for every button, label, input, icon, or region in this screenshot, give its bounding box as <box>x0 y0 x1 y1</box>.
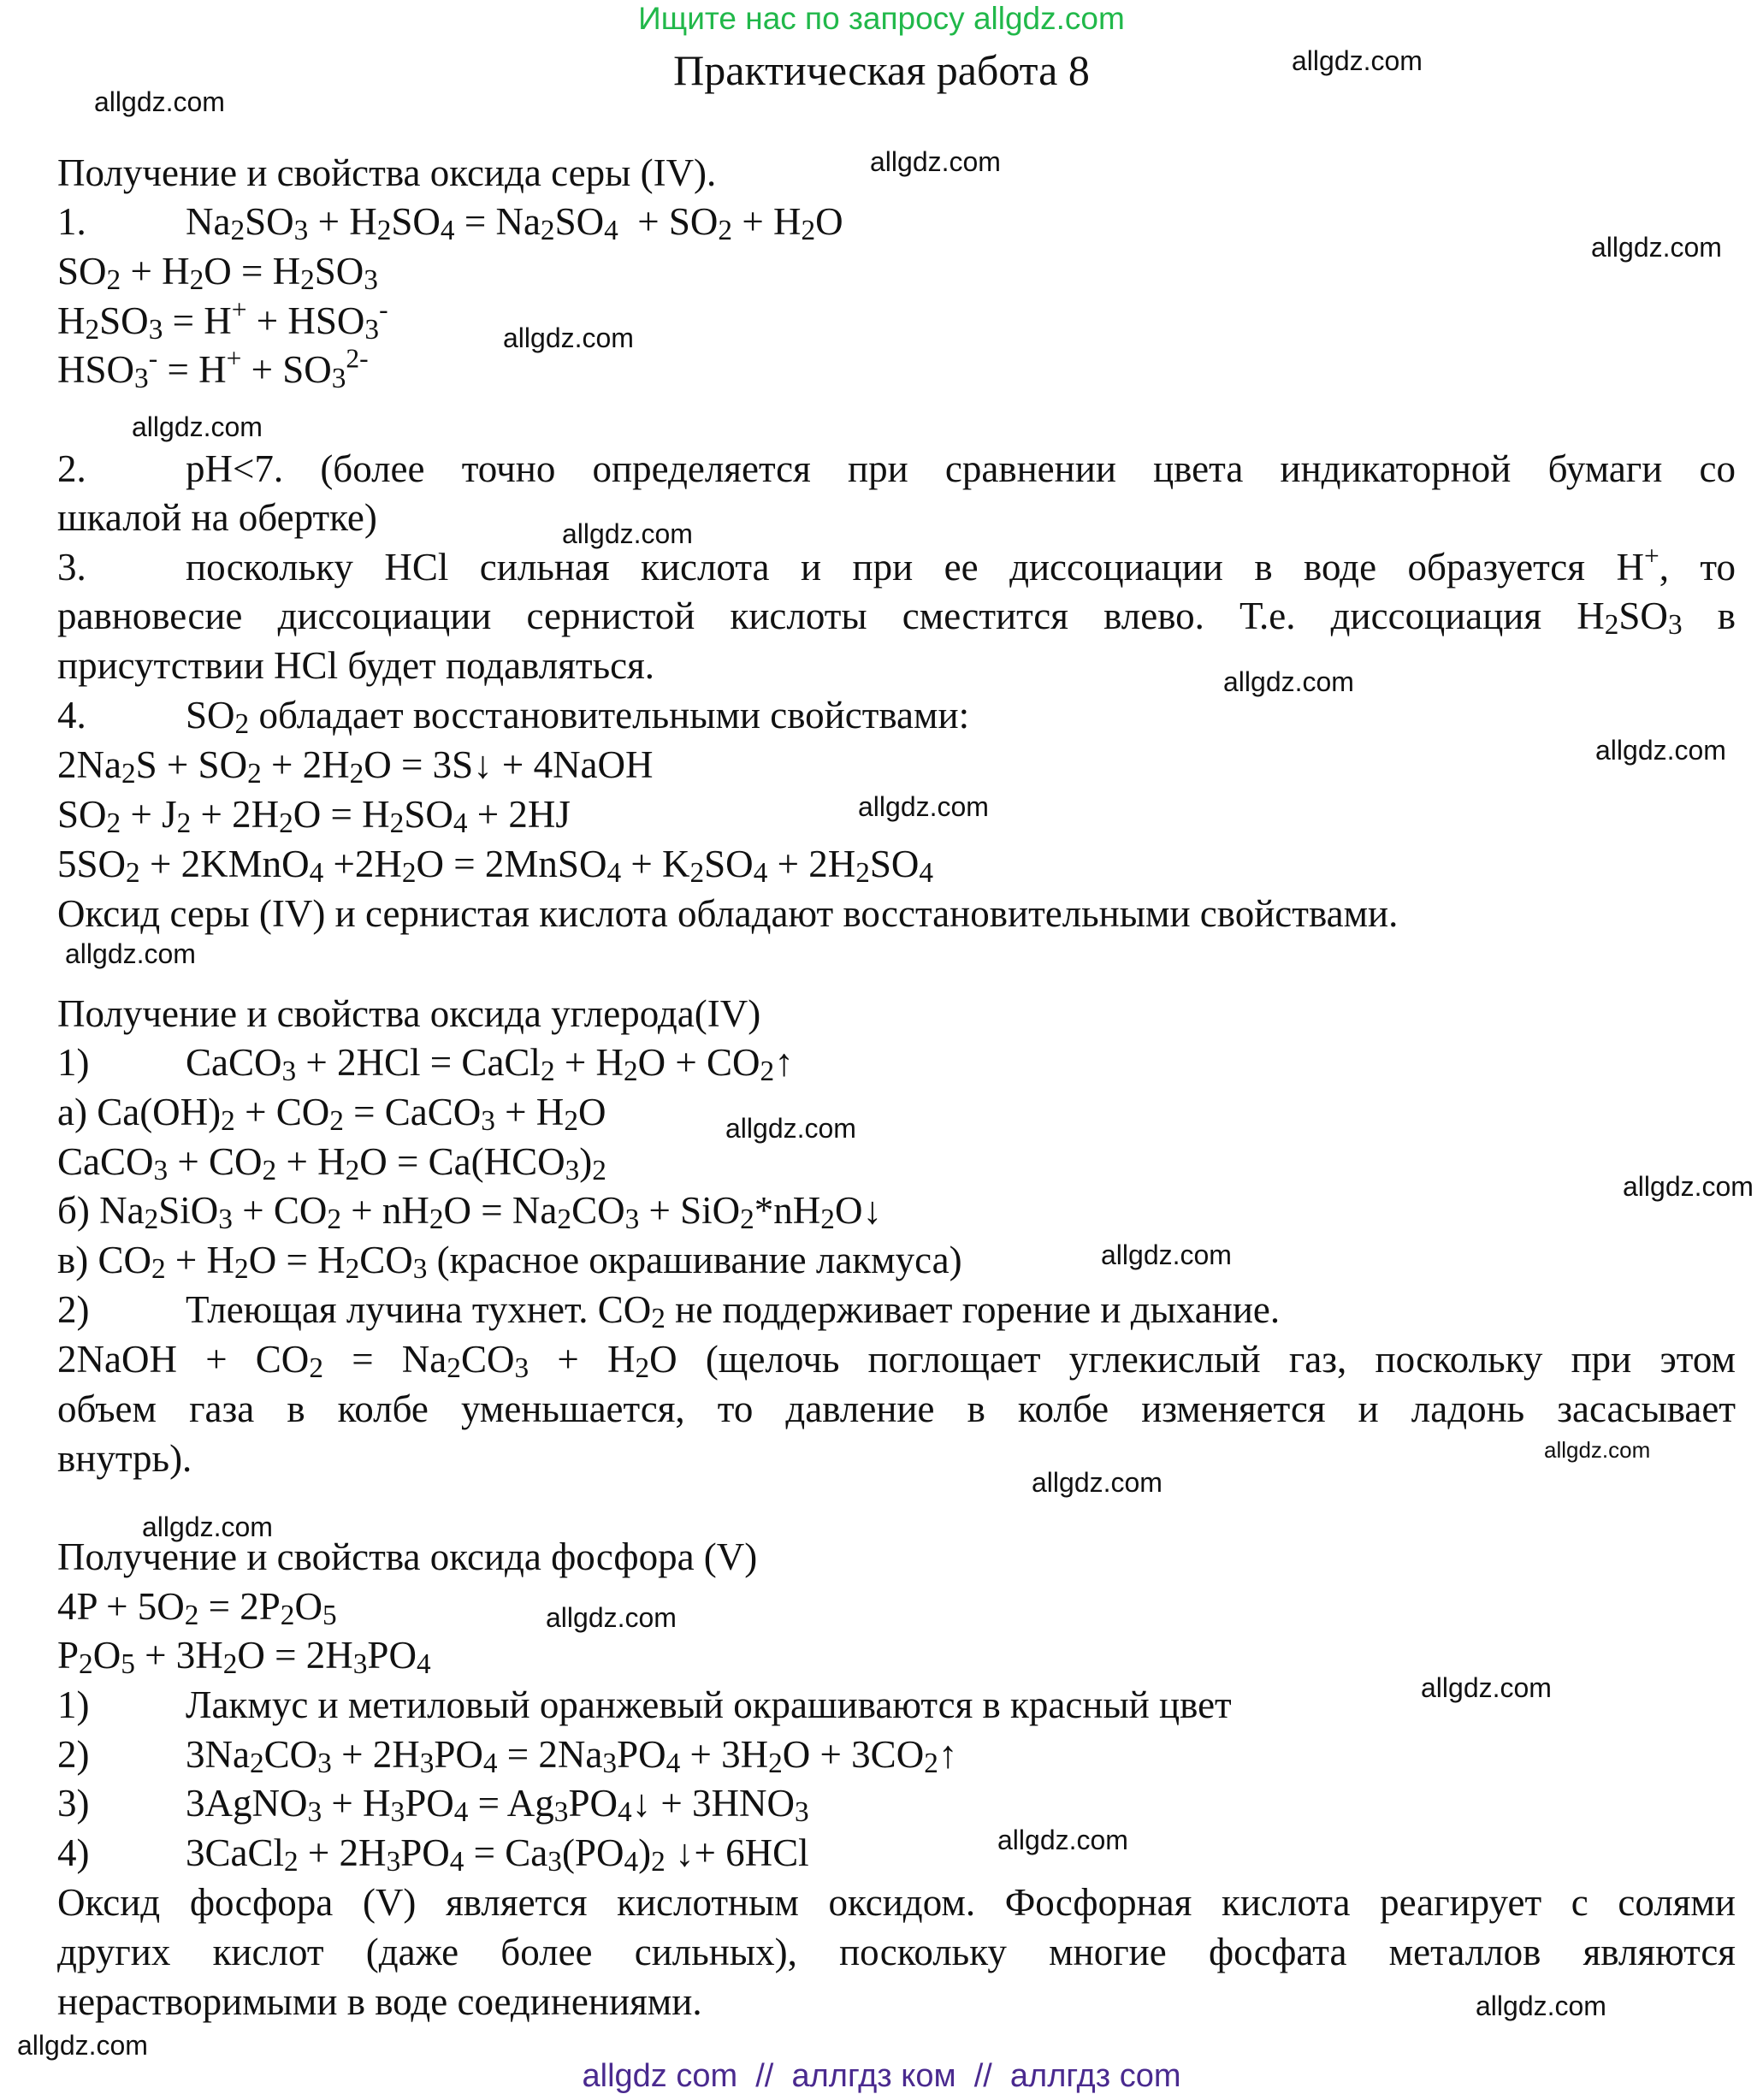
paragraph: равновесие диссоциации сернистой кислоты сместится влево. Т.е. диссоциация $H_2SO_3$ в <box>57 595 1736 641</box>
item-number: 4) <box>57 1831 90 1874</box>
item-number: 4. <box>57 694 86 736</box>
watermark: allgdz.com <box>65 938 196 969</box>
paragraph: других кислот (даже более сильных), поскольку многие фосфата металлов являются <box>57 1931 1736 1973</box>
item-number: 2) <box>57 1288 90 1331</box>
equation-line: $H_2SO_3 = H^+ + HSO_3^-$ <box>57 294 388 346</box>
equation-line: $5SO_2$ + 2KMnO$_4$ $+2H_2O$ = 2MnSO$_4$ + $K_2SO_4 + 2H_2SO_4$ <box>57 843 934 889</box>
footer-links[interactable]: allgdz com // аллгдз ком // аллгдз com <box>582 2058 1181 2094</box>
item-number: 3) <box>57 1782 90 1825</box>
equation-line: 2) $3Na_2CO_3 + 2H_3PO_4 = 2Na_3PO_4 + 3H_2O$ + $3CO_2↑$ <box>57 1733 958 1779</box>
paragraph: нерастворимыми в воде соединениями. <box>57 1980 702 2023</box>
section-title-carbon: Получение и свойства оксида углерода(IV) <box>57 992 761 1035</box>
watermark: allgdz.com <box>1101 1239 1232 1270</box>
equation-line: 1) CaCO$_3$ + 2HCl = CaCl$_2$ + $H_2O$ + $CO_2↑$ <box>57 1038 1736 1086</box>
watermark: allgdz.com <box>1591 232 1722 263</box>
promo-banner[interactable]: Ищите нас по запросу allgdz.com <box>638 1 1125 36</box>
paragraph: 4. $SO_2$ обладает восстановительными свойствами: <box>57 691 1736 739</box>
item-number: 2. <box>57 447 86 490</box>
list-item: 1) Лакмус и метиловый оранжевый окрашиваются в красный цвет <box>57 1683 1232 1726</box>
watermark: allgdz.com <box>725 1113 856 1144</box>
paragraph: шкалой на обертке) <box>57 496 377 539</box>
watermark: allgdz.com <box>94 86 225 117</box>
paragraph: внутрь). <box>57 1437 192 1480</box>
watermark: allgdz.com <box>132 411 263 442</box>
watermark: allgdz.com <box>858 791 989 822</box>
watermark: allgdz.com <box>562 518 693 549</box>
watermark: allgdz.com <box>1032 1467 1163 1498</box>
paragraph: 2NaOH + $CO_2 = Na_2CO_3 + H_2O$ (щелочь поглощает углекислый газ, поскольку при этом <box>57 1338 1736 1384</box>
watermark: allgdz.com <box>1223 666 1354 697</box>
watermark: allgdz.com <box>17 2030 148 2061</box>
watermark: allgdz.com <box>1476 1991 1606 2021</box>
section-title-sulfur: Получение и свойства оксида серы (IV). <box>57 151 717 194</box>
watermark: allgdz.com <box>870 146 1001 177</box>
equation-line: 4) 3CaCl$_2$ + $2H_3PO_4 = Ca_3(PO_4)_2$ ↓+ 6HCl <box>57 1829 1736 1877</box>
equation-line: а) $Ca(OH)_2 + CO_2$ = CaCO$_3$ + $H_2O$ <box>57 1091 606 1137</box>
equation-line: CaCO$_3$ + $CO_2 + H_2O = Ca(HCO_3)_2$ <box>57 1140 606 1186</box>
watermark: allgdz.com <box>546 1602 677 1633</box>
paragraph: присутствии HCl будет подавляться. <box>57 644 655 687</box>
section-title-phosphorus: Получение и свойства оксида фосфора (V) <box>57 1535 758 1578</box>
equation-line: $2Na_2S + SO_2 + 2H_2O$ = 3S↓ + 4NaOH <box>57 743 654 790</box>
paragraph: Оксид фосфора (V) является кислотным оксидом. Фосфорная кислота реагирует с солями <box>57 1881 1736 1924</box>
watermark: allgdz.com <box>142 1511 273 1542</box>
equation-line: $4P + 5O_2 = 2P_2O_5$ <box>57 1585 337 1631</box>
equation-line: $SO_2 + J_2 + 2H_2O = H_2SO_4 + 2HJ$ <box>57 793 571 839</box>
paragraph: 2. pH<7. (более точно определяется при сравнении цвета индикаторной бумаги со <box>57 445 1736 493</box>
equation-line: $SO_2 + H_2O = H_2SO_3$ <box>57 250 378 296</box>
equation-line: б) $Na_2SiO_3 + CO_2 + nH_2O = Na_2CO_3$ + $SiO_2*nH_2O↓$ <box>57 1189 882 1235</box>
item-number: 1) <box>57 1041 90 1084</box>
equation-line: в) $CO_2 + H_2O = H_2CO_3$ (красное окрашивание лакмуса) <box>57 1239 962 1285</box>
paragraph: 2) Тлеющая лучина тухнет. $CO_2$ не поддерживает горение и дыхание. <box>57 1286 1736 1334</box>
paragraph: 3. поскольку HCl сильная кислота и при ее диссоциации в воде образуется H+, то <box>57 543 1736 591</box>
equation-line: $HSO_3^- = H^+ + SO_3^{2-}$ <box>57 343 369 394</box>
watermark: allgdz.com <box>1292 45 1423 76</box>
equation-line: $P_2O_5 + 3H_2O = 2H_3PO_4$ <box>57 1634 431 1680</box>
watermark: allgdz.com <box>1421 1672 1552 1703</box>
watermark: allgdz.com <box>997 1825 1128 1855</box>
equation-line: 3) 3AgNO$_3$ + $H_3PO_4$ = $Ag_3PO_4↓ + 3HNO_3$ <box>57 1779 1736 1827</box>
watermark: allgdz.com <box>1595 735 1726 766</box>
item-number: 3. <box>57 546 86 589</box>
watermark: allgdz.com <box>1623 1171 1754 1202</box>
conclusion-sulfur: Оксид серы (IV) и сернистая кислота обладают восстановительными свойствами. <box>57 892 1399 935</box>
item-number: 1. <box>57 200 86 243</box>
page-title: Практическая работа 8 <box>673 46 1090 94</box>
equation-line: 1. $Na_2SO_3 + H_2SO_4 = Na_2SO_4 + SO_2 + H_2O$ <box>57 198 1736 245</box>
watermark: allgdz.com <box>503 322 634 353</box>
phosphorus-p1: Лакмус и метиловый оранжевый окрашиваются в красный цвет <box>186 1683 1232 1726</box>
watermark: allgdz.com <box>1544 1437 1651 1463</box>
paragraph: объем газа в колбе уменьшается, то давление в колбе изменяется и ладонь засасывает <box>57 1387 1736 1430</box>
